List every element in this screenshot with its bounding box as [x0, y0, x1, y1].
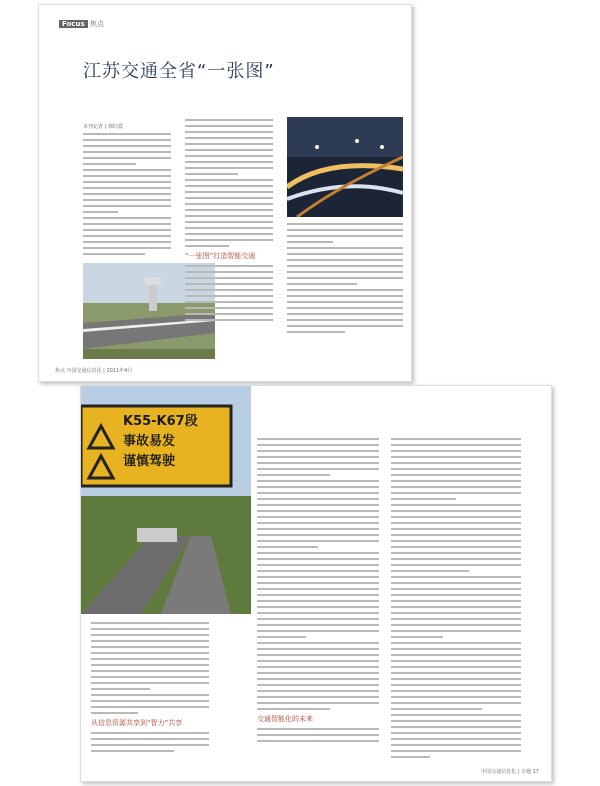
byline: 本刊记者 | 郭红霞: [83, 124, 123, 130]
article-title: 江苏交通全省“一张图”: [83, 61, 275, 82]
warning-sign-text: [123, 412, 198, 472]
text-column-5: [257, 438, 379, 746]
text-column-4: [91, 622, 209, 756]
text-column-3: [287, 223, 403, 337]
section-tag: [59, 19, 104, 29]
sign-line-2: 事故易发: [123, 434, 176, 449]
magazine-page-bottom: [80, 385, 552, 782]
text-column-1: [83, 133, 171, 259]
subhead-right: 交通智能化的未来: [257, 715, 313, 723]
subhead-top: “一张图”打造智能交通: [185, 252, 256, 260]
page-footer-top: 焦点 中国交通信息化 | 2011年4月: [55, 368, 133, 374]
text-column-2: [185, 119, 273, 325]
section-name: 焦点: [89, 20, 104, 28]
sign-line-3: 谨慎驾驶: [123, 454, 176, 469]
magazine-page-top: [38, 4, 412, 382]
text-column-6: [391, 438, 521, 762]
subhead-left: 从信息资源共享到“智力”共享: [91, 719, 183, 727]
sign-line-1: K55-K67段: [123, 414, 198, 429]
section-tag-label: Focus: [59, 20, 88, 28]
night-interchange-photo: [287, 117, 403, 217]
page-footer-bottom: 中国交通信息化 | 专题 17: [481, 769, 539, 775]
